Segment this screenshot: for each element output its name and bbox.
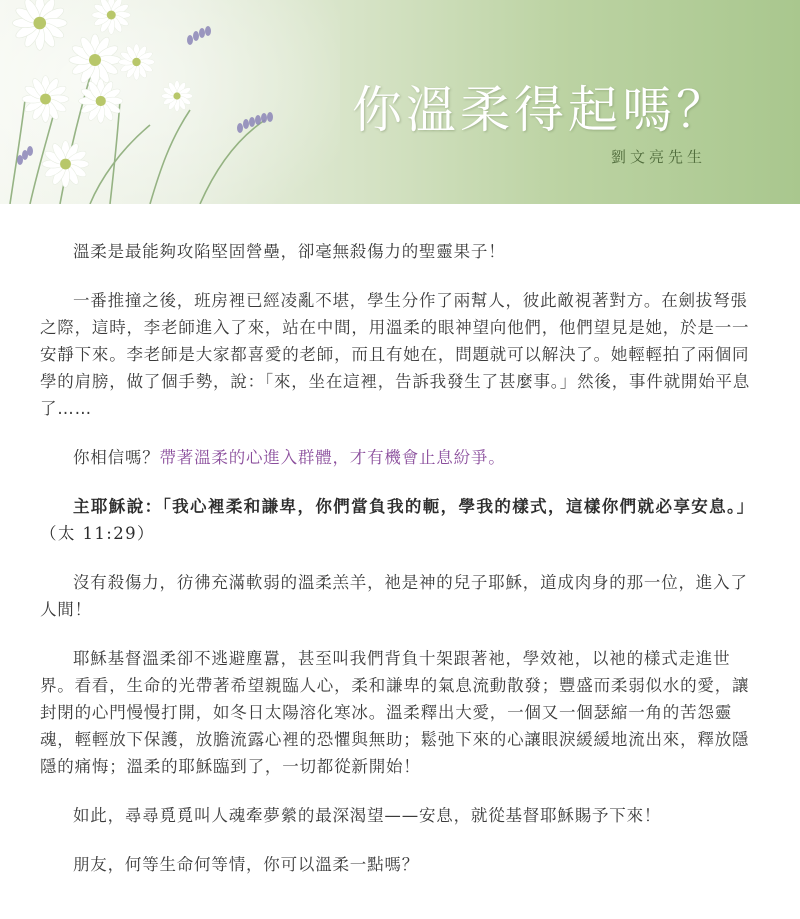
paragraph-3-lead: 你相信嗎？ bbox=[73, 448, 160, 467]
scripture-reference: （太 11:29） bbox=[40, 524, 155, 543]
article-body bbox=[0, 204, 800, 878]
paragraph-8: 朋友，何等生命何等情，你可以溫柔一點嗎？ bbox=[73, 855, 419, 874]
scripture-text: 主耶穌說：「我心裡柔和謙卑，你們當負我的軛，學我的樣式，這樣你們就必享安息。」 bbox=[73, 497, 755, 516]
paragraph-1: 溫柔是最能夠攻陷堅固營壘，卻毫無殺傷力的聖靈果子！ bbox=[73, 242, 506, 261]
paragraph-6: 耶穌基督溫柔卻不逃避塵囂，甚至叫我們背負十架跟著祂，學效祂，以祂的樣式走進世界。看看，生命的光帶著希望親臨人心，柔和謙卑的氣息流動散發；豐盛而柔弱似水的愛，讓封閉的心門慢慢打開，如冬日太陽溶化寒冰。溫柔釋出大愛，一個又一個瑟縮一角的苦怨靈魂，輕輕放下保護，放膽流露心裡的恐懼與無助；鬆弛下來的心讓眼淚緩緩地流出來，釋放隱隱的痛悔；溫柔的耶穌臨到了，一切都從新開始！ bbox=[40, 649, 750, 776]
header-banner bbox=[0, 0, 800, 204]
paragraph-5: 沒有殺傷力，彷彿充滿軟弱的溫柔羔羊，祂是神的兒子耶穌，道成肉身的那一位，進入了人間！ bbox=[40, 573, 748, 619]
highlighted-sentence: 帶著溫柔的心進入群體，才有機會止息紛爭。 bbox=[159, 448, 506, 467]
page-title: 你溫柔得起嗎？ bbox=[352, 81, 730, 139]
paragraph-3 bbox=[40, 444, 760, 471]
author-name: 劉文亮先生 bbox=[611, 148, 707, 166]
scripture-quote bbox=[40, 493, 760, 547]
paragraph-7: 如此，尋尋覓覓叫人魂牽夢縈的最深渴望——安息，就從基督耶穌賜予下來！ bbox=[73, 806, 662, 825]
daisy-flowers-decoration-icon bbox=[0, 0, 340, 204]
paragraph-2: 一番推撞之後，班房裡已經凌亂不堪，學生分作了兩幫人，彼此敵視著對方。在劍拔弩張之際，這時，李老師進入了來，站在中間，用溫柔的眼神望向他們，他們望見是她，於是一一安靜下來。李老師是大家都喜愛的老師，而且有她在，問題就可以解決了。她輕輕拍了兩個同學的肩膀，做了個手勢，說：「來，坐在這裡，告訴我發生了甚麼事。」然後，事件就開始平息了…… bbox=[40, 291, 751, 418]
